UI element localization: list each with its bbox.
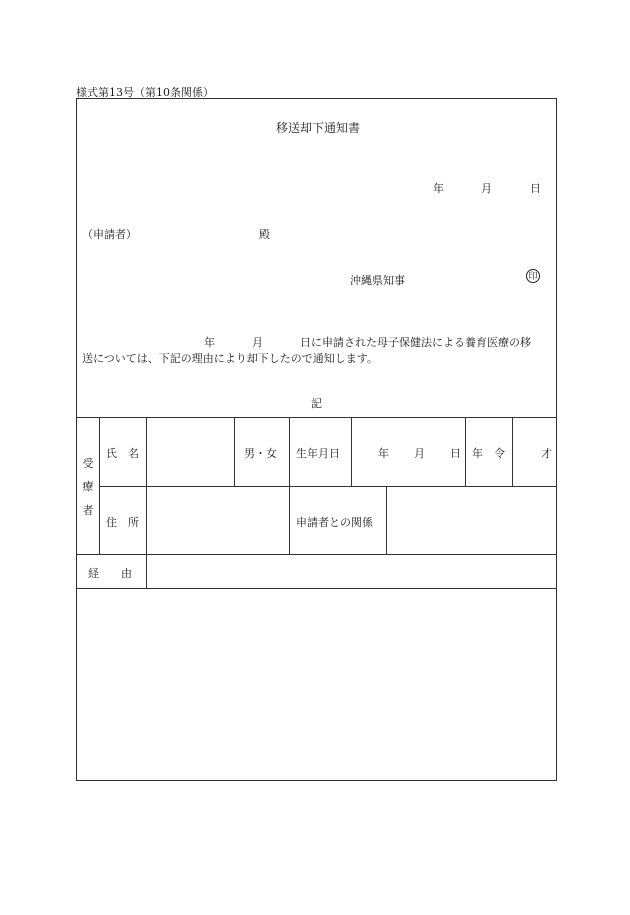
col-divider-age-value bbox=[512, 417, 513, 486]
body-text-line1: 日に申請された母子保健法による養育医療の移 bbox=[300, 336, 531, 349]
table-via-border bbox=[76, 554, 557, 555]
date-day: 日 bbox=[530, 182, 541, 195]
seal-mark: 印 bbox=[526, 269, 540, 283]
document-title: 移送却下通知書 bbox=[276, 121, 361, 135]
body-text-line2: 送については、下記の理由により却下したので通知します。 bbox=[82, 352, 378, 365]
date-year: 年 bbox=[433, 182, 444, 195]
col-divider-age-label bbox=[465, 417, 466, 486]
name-label: 氏 名 bbox=[106, 447, 139, 460]
patient-label-char-2: 療 bbox=[82, 480, 94, 493]
body-year: 年 bbox=[204, 336, 215, 349]
patient-label-char-1: 受 bbox=[82, 457, 94, 470]
form-frame bbox=[76, 98, 557, 781]
age-label: 年 令 bbox=[472, 447, 505, 460]
col-divider-address bbox=[289, 486, 290, 554]
birth-day: 日 bbox=[450, 447, 461, 460]
sex-options: 男・女 bbox=[244, 447, 277, 460]
age-unit: 才 bbox=[541, 447, 552, 460]
applicant-honorific: 殿 bbox=[259, 228, 270, 241]
col-divider-birth-label bbox=[289, 417, 290, 486]
table-top-border bbox=[76, 417, 557, 418]
body-month: 月 bbox=[252, 336, 263, 349]
col-divider-relation bbox=[386, 486, 387, 554]
col-divider-sex bbox=[234, 417, 235, 486]
table-bottom-border bbox=[76, 588, 557, 589]
applicant-label: （申請者） bbox=[82, 228, 137, 241]
birth-year: 年 bbox=[378, 447, 389, 460]
via-label: 経 由 bbox=[88, 567, 132, 580]
table-row-divider bbox=[99, 486, 557, 487]
birth-label: 生年月日 bbox=[296, 447, 340, 460]
col-divider-patient bbox=[99, 417, 100, 554]
issuer-name: 沖縄県知事 bbox=[350, 274, 405, 287]
address-label: 住 所 bbox=[106, 516, 139, 529]
col-divider-birth-value bbox=[351, 417, 352, 486]
birth-month: 月 bbox=[414, 447, 425, 460]
ki-heading: 記 bbox=[311, 397, 322, 410]
relation-label: 申請者との関係 bbox=[296, 516, 373, 529]
patient-label-char-3: 者 bbox=[82, 504, 94, 517]
form-number: 様式第13号（第10条関係） bbox=[76, 86, 214, 99]
date-month: 月 bbox=[481, 182, 492, 195]
col-divider-label bbox=[146, 417, 147, 588]
